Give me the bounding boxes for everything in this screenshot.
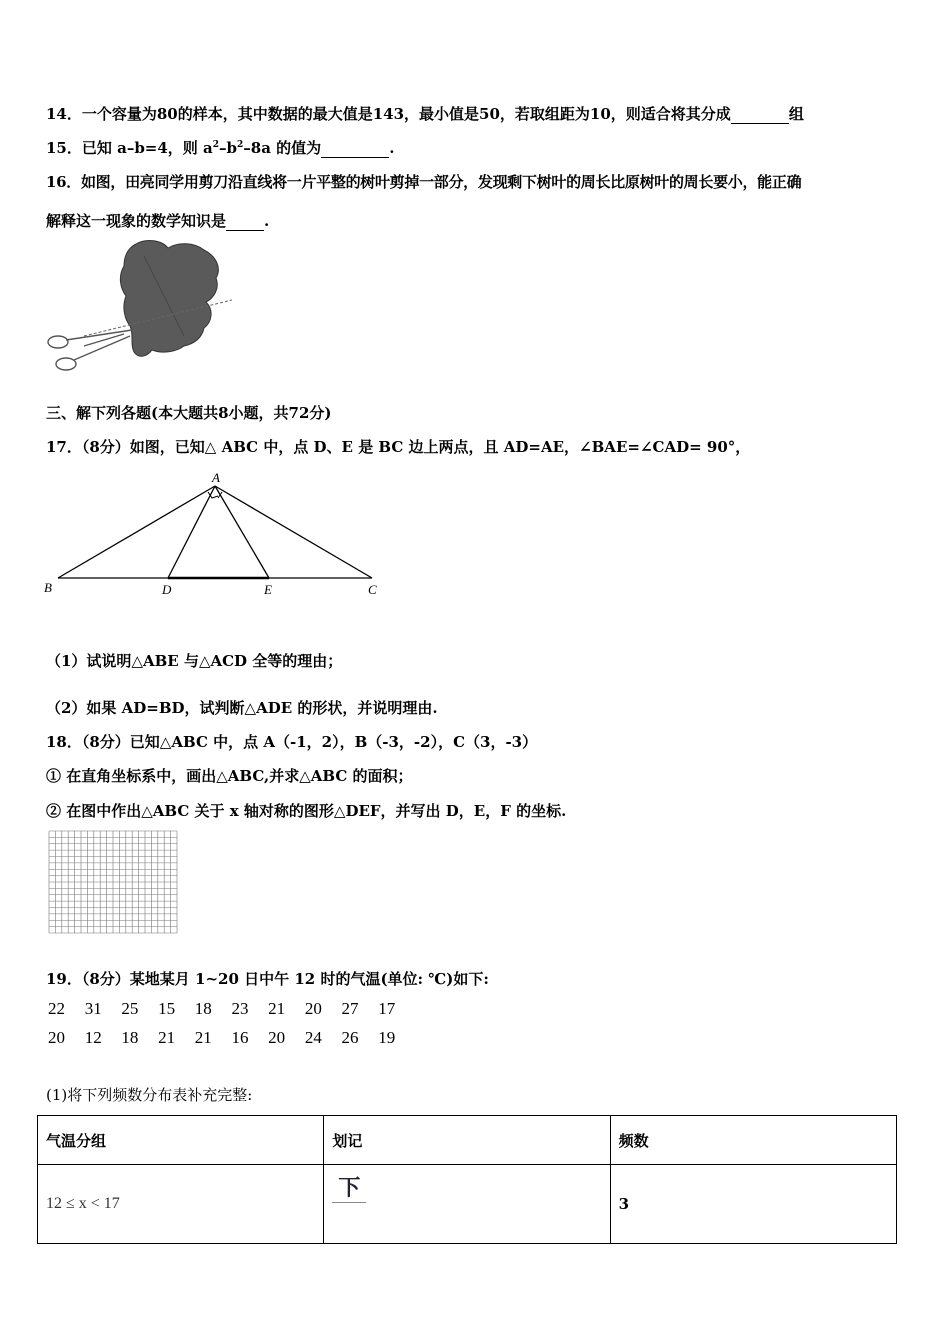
q15-end: . (389, 139, 395, 157)
q19-sub1-text: (1)将下列频数分布表补充完整: (46, 1086, 253, 1104)
question-15 (46, 137, 394, 158)
q15-sup2: 2 (237, 140, 244, 150)
q18-item2-text: ② 在图中作出△ABC 关于 x 轴对称的图形△DEF，并写出 D，E，F 的坐标. (46, 802, 567, 820)
header-tally: 划记 (324, 1116, 610, 1165)
q16-line1: 16．如图，田亮同学用剪刀沿直线将一片平整的树叶剪掉一部分，发现剩下树叶的周长比原树叶的周长要小，能正确 (46, 173, 802, 191)
q18-item1 (46, 765, 413, 786)
temp-value: 27 (341, 999, 359, 1018)
section-3-text: 三、解下列各题(本大题共8小题，共72分) (46, 404, 332, 422)
q17-sub1 (46, 650, 342, 671)
temp-value: 21 (268, 999, 286, 1018)
temp-value: 20 (48, 1028, 65, 1047)
cell-tally (324, 1165, 610, 1244)
q14-tail: 组 (788, 105, 804, 123)
q16-blank (226, 216, 264, 231)
question-16-line2 (46, 210, 269, 231)
frequency-table (37, 1115, 897, 1244)
temperature-row-2 (48, 1028, 415, 1048)
temp-value: 17 (378, 999, 396, 1018)
scissors-icon (48, 330, 132, 370)
temp-value: 19 (378, 1028, 396, 1047)
q17-sub2-text: （2）如果 AD=BD，试判断△ADE 的形状，并说明理由. (46, 699, 438, 717)
question-14 (46, 103, 804, 124)
q17-sub1-text: （1）试说明△ABE 与△ACD 全等的理由； (46, 652, 343, 670)
label-a: A (212, 470, 220, 485)
q19-text: 19．（8分）某地某月 1~20 日中午 12 时的气温(单位: ℃)如下: (46, 970, 489, 988)
q15-sup1: 2 (212, 140, 220, 150)
count-value: 3 (618, 1195, 630, 1213)
q19-sub1 (46, 1084, 252, 1105)
q17-sub2 (46, 697, 438, 718)
cell-group (38, 1165, 324, 1244)
question-17 (46, 436, 750, 457)
question-18 (46, 731, 537, 752)
q18-text: 18．（8分）已知△ABC 中，点 A（-1，2），B（-3，-2），C（3，-3） (46, 733, 538, 751)
question-19 (46, 968, 489, 989)
temp-value: 20 (268, 1028, 286, 1047)
q16-line2: 解释这一现象的数学知识是 (46, 212, 227, 230)
q14-blank (731, 109, 789, 124)
q16-end: . (264, 212, 270, 230)
seg-ac (215, 486, 372, 578)
q18-item2 (46, 800, 566, 821)
temp-value: 26 (341, 1028, 359, 1047)
q17-text: 17．（8分）如图，已知△ ABC 中，点 D、E 是 BC 边上两点，且 AD=AE，∠BAE=∠CAD= 90°， (46, 438, 751, 456)
coordinate-grid (48, 830, 178, 934)
leaf-scissors-figure (44, 236, 234, 378)
header-count: 频数 (610, 1116, 896, 1165)
q14-text: 14．一个容量为80的样本，其中数据的最大值是143，最小值是50，若取组距为10，则适合将其分成 (46, 105, 731, 123)
temp-value: 20 (304, 999, 322, 1018)
label-b: B (44, 580, 52, 595)
section-3-heading (46, 402, 332, 423)
temp-value: 18 (121, 1028, 139, 1047)
temp-value: 25 (121, 999, 139, 1018)
q15-suffix: –8a 的值为 (243, 139, 322, 157)
temp-value: 16 (231, 1028, 249, 1047)
q15-mid: –b (219, 139, 238, 157)
cell-count (610, 1165, 896, 1244)
right-angle-marks (208, 492, 222, 498)
tally-mark: 下 (332, 1171, 366, 1203)
seg-ae (215, 486, 269, 578)
label-d: D (162, 582, 172, 597)
table-header-row (38, 1116, 897, 1165)
temp-value: 12 (84, 1028, 102, 1047)
question-16-line1 (46, 171, 801, 192)
triangle-figure (40, 468, 390, 602)
temp-value: 21 (158, 1028, 176, 1047)
temp-value: 21 (194, 1028, 212, 1047)
temp-value: 22 (48, 999, 65, 1018)
label-e: E (264, 582, 272, 597)
temp-value: 31 (84, 999, 102, 1018)
temp-value: 18 (194, 999, 212, 1018)
label-c: C (368, 582, 377, 597)
table-row (38, 1165, 897, 1244)
q15-prefix: 15．已知 a–b=4，则 a (46, 139, 213, 157)
temp-value: 15 (158, 999, 176, 1018)
header-group: 气温分组 (38, 1116, 324, 1165)
leaf-shape (120, 241, 218, 357)
temp-value: 23 (231, 999, 249, 1018)
temp-value: 24 (304, 1028, 322, 1047)
group-range: 12 ≤ x < 17 (46, 1195, 120, 1212)
q18-item1-text: ① 在直角坐标系中，画出△ABC,并求△ABC 的面积； (46, 767, 413, 785)
temperature-row-1 (48, 999, 415, 1019)
q15-blank (321, 143, 389, 158)
